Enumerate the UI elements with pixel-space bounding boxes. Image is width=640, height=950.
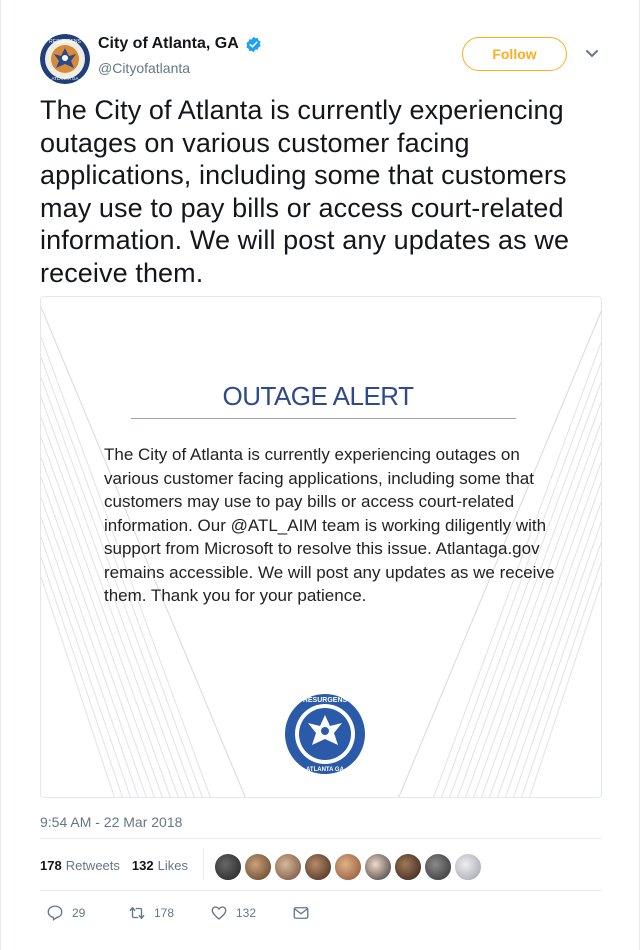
envelope-icon bbox=[292, 904, 310, 922]
like-button[interactable] bbox=[210, 904, 292, 922]
retweet-button[interactable] bbox=[128, 904, 210, 922]
user-avatar[interactable] bbox=[40, 34, 90, 84]
liker-avatar-5[interactable] bbox=[334, 853, 362, 881]
tweet-text: The City of Atlanta is currently experiencing outages on various customer facing applications, including some that customers may use to pay bills or access court-related information. We will post any updates as we receive them. bbox=[40, 95, 570, 288]
media-card[interactable] bbox=[40, 296, 602, 798]
divider bbox=[40, 890, 602, 891]
liker-avatar-6[interactable] bbox=[364, 853, 392, 881]
likes-label: Likes bbox=[157, 858, 188, 873]
liker-avatar-1[interactable] bbox=[214, 853, 242, 881]
retweets-count: 178 bbox=[40, 858, 62, 873]
heart-icon bbox=[210, 904, 228, 922]
liker-avatar-8[interactable] bbox=[424, 853, 452, 881]
left-border bbox=[0, 0, 1, 950]
retweets-stat[interactable] bbox=[40, 858, 120, 873]
seal-ring-text: RESURGENS bbox=[302, 697, 348, 704]
follow-button[interactable]: Follow bbox=[462, 37, 567, 71]
retweet-count: 178 bbox=[154, 906, 175, 920]
stats-divider bbox=[203, 848, 204, 880]
alert-body: The City of Atlanta is currently experiencing outages on various customer facing applications, including some that customers may use to pay bills or access court-related information. Our @ATL_AIM team is working diligently with support from Microsoft to resolve this issue. Atlantaga.gov remains accessible. We will post any updates as we receive them. Thank you for your patience. bbox=[104, 445, 555, 605]
likes-count: 132 bbox=[131, 858, 154, 873]
reply-count: 29 bbox=[72, 906, 86, 920]
likes-stat[interactable] bbox=[132, 858, 188, 873]
atlanta-city-seal-icon bbox=[40, 34, 90, 84]
like-count: 132 bbox=[236, 906, 257, 920]
reply-button[interactable] bbox=[46, 904, 128, 922]
display-name[interactable] bbox=[98, 35, 262, 53]
chevron-down-icon[interactable] bbox=[584, 48, 600, 60]
seal-bottom-text: ATLANTA GA bbox=[51, 76, 79, 81]
seal-ring-text: RESURGENS bbox=[49, 39, 81, 45]
user-handle[interactable]: @Cityofatlanta bbox=[98, 60, 191, 76]
divider bbox=[40, 838, 602, 839]
liker-avatar-7[interactable] bbox=[394, 853, 422, 881]
reply-icon bbox=[46, 904, 64, 922]
display-name-text[interactable]: City of Atlanta, GA bbox=[98, 35, 239, 52]
liker-avatar-3[interactable] bbox=[274, 853, 302, 881]
retweets-label: Retweets bbox=[65, 858, 120, 873]
seal-bottom-text: ATLANTA GA bbox=[306, 767, 344, 773]
liker-avatar-2[interactable] bbox=[244, 853, 272, 881]
retweet-icon bbox=[128, 904, 146, 922]
verified-badge-icon bbox=[245, 36, 262, 53]
alert-title-divider bbox=[131, 418, 516, 419]
city-seal-icon bbox=[284, 693, 366, 775]
direct-message-button[interactable] bbox=[292, 904, 310, 922]
liker-avatar-9[interactable] bbox=[454, 853, 482, 881]
liker-avatars bbox=[214, 853, 482, 881]
liker-avatar-4[interactable] bbox=[304, 853, 332, 881]
alert-title: OUTAGE ALERT bbox=[222, 381, 414, 411]
tweet-actions bbox=[46, 904, 310, 922]
tweet-stats bbox=[40, 858, 196, 873]
tweet-timestamp[interactable]: 9:54 AM - 22 Mar 2018 bbox=[40, 814, 183, 830]
